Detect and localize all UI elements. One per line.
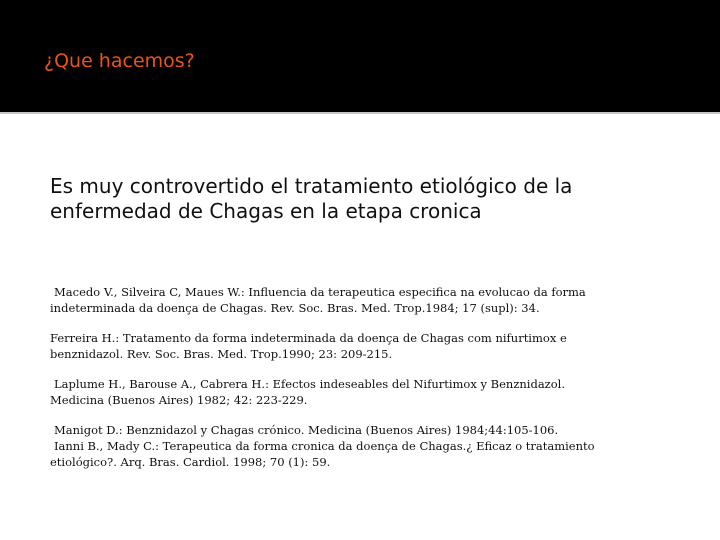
reference-line: Ferreira H.: Tratamento da forma indeterminada da doença de Chagas com nifurtimox e bbox=[50, 331, 567, 345]
title-band bbox=[0, 0, 720, 112]
reference-laplume bbox=[50, 376, 715, 408]
reference-line: indeterminada da doença de Chagas. Rev. Soc. Bras. Med. Trop.1984; 17 (supl): 34. bbox=[50, 301, 540, 315]
reference-line: Medicina (Buenos Aires) 1982; 42: 223-229. bbox=[50, 393, 308, 407]
reference-line: Macedo V., Silveira C, Maues W.: Influencia da terapeutica especifica na evolucao da forma bbox=[54, 285, 586, 299]
reference-line: benznidazol. Rev. Soc. Bras. Med. Trop.1990; 23: 209-215. bbox=[50, 347, 393, 361]
reference-macedo bbox=[50, 284, 715, 316]
lead-statement bbox=[50, 174, 690, 224]
reference-line: etiológico?. Arq. Bras. Cardiol. 1998; 70 (1): 59. bbox=[50, 455, 331, 469]
reference-line: Manigot D.: Benznidazol y Chagas crónico. Medicina (Buenos Aires) 1984;44:105-106. bbox=[54, 423, 559, 437]
lead-line: Es muy controvertido el tratamiento etiológico de la bbox=[50, 174, 573, 198]
title-divider bbox=[0, 112, 720, 114]
lead-line: enfermedad de Chagas en la etapa cronica bbox=[50, 199, 482, 223]
slide-title: ¿Que hacemos? bbox=[44, 50, 195, 72]
reference-manigot-ianni bbox=[50, 422, 715, 470]
reference-ferreira bbox=[50, 330, 715, 362]
reference-line: Laplume H., Barouse A., Cabrera H.: Efectos indeseables del Nifurtimox y Benznidazol. bbox=[54, 377, 565, 391]
reference-line: Ianni B., Mady C.: Terapeutica da forma cronica da doença de Chagas.¿ Eficaz o tratamiento bbox=[54, 439, 595, 453]
